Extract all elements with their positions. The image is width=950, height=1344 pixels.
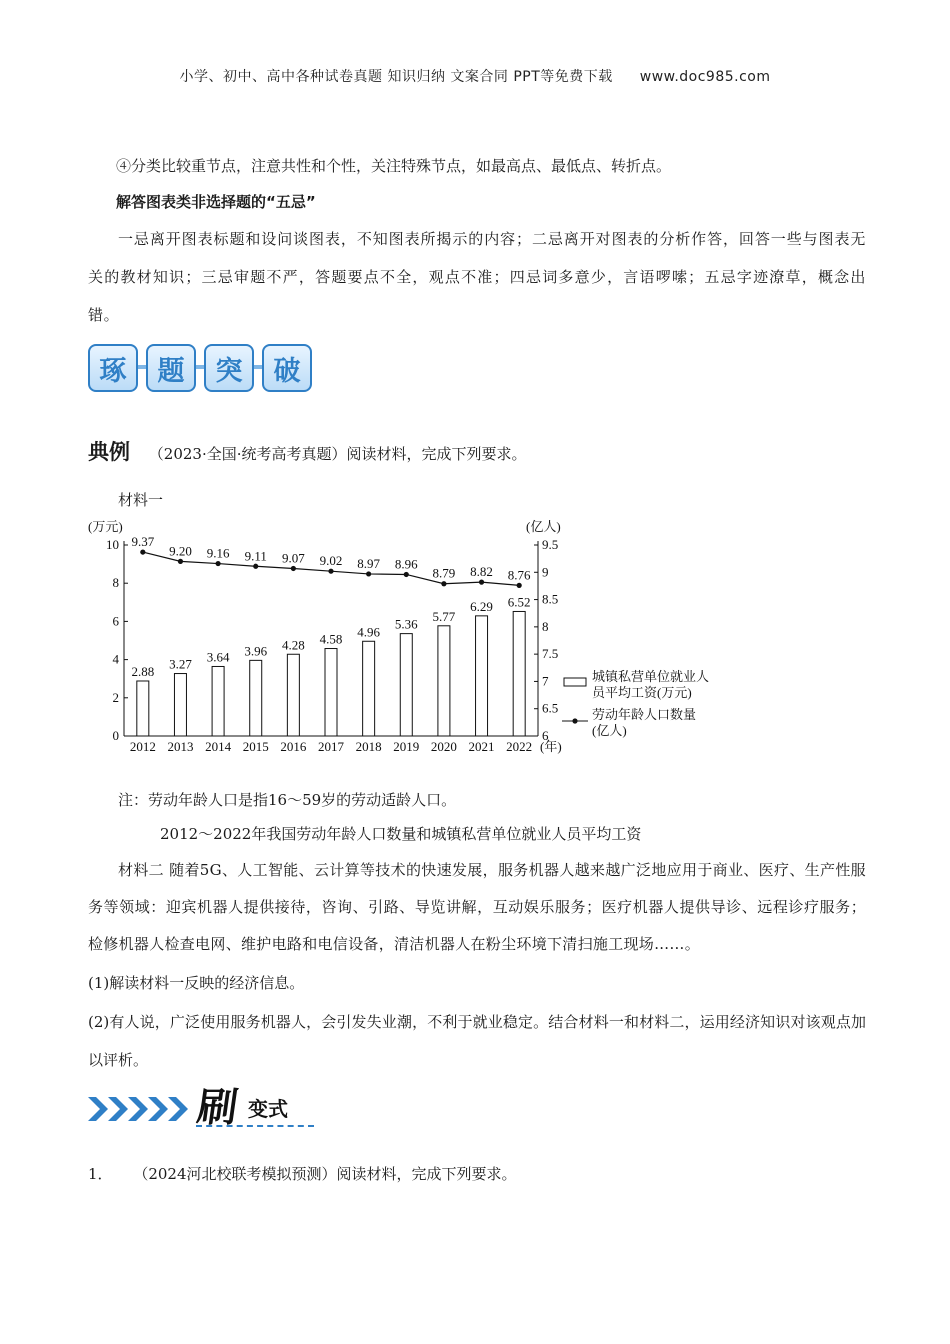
bar — [363, 641, 375, 736]
x-tick-label: 2015 — [242, 739, 269, 754]
bar-label: 2.88 — [131, 663, 155, 679]
legend-line-text-1: 劳动年龄人口数量 — [592, 707, 697, 722]
left-tick-label: 8 — [112, 575, 119, 591]
line-point — [140, 549, 145, 554]
bar-label: 4.28 — [281, 637, 305, 653]
item-1 — [88, 1163, 517, 1184]
line-label: 9.16 — [206, 545, 230, 561]
line-label: 8.76 — [507, 567, 531, 583]
bar — [400, 634, 412, 736]
bar-label: 6.52 — [507, 594, 531, 610]
bar-label: 3.64 — [206, 649, 230, 665]
left-tick-label: 2 — [112, 689, 119, 705]
bar — [174, 674, 186, 736]
question-1: (1)解读材料一反映的经济信息。 — [88, 974, 305, 992]
bar-label: 4.96 — [357, 624, 381, 640]
chevrons-icon — [88, 1094, 192, 1124]
bar-label: 4.58 — [319, 631, 343, 647]
x-tick-label: 2017 — [318, 739, 344, 754]
material1-label: 材料一 — [118, 491, 164, 509]
line-label: 8.79 — [432, 565, 456, 581]
x-tick-label: 2013 — [167, 739, 194, 754]
bar-label: 3.96 — [244, 643, 268, 659]
combo-chart — [88, 515, 738, 765]
x-tick-label: 2019 — [393, 739, 420, 754]
bar — [212, 666, 224, 736]
banner-char-3: 突 — [204, 344, 254, 392]
left-axis-unit: (万元) — [88, 519, 123, 534]
line-label: 9.11 — [244, 548, 267, 564]
item-1-number: 1． — [88, 1165, 113, 1183]
right-tick-label: 9.5 — [542, 537, 559, 552]
right-tick-label: 6 — [542, 728, 549, 743]
variant-banner — [88, 1080, 318, 1132]
x-tick-label: 2020 — [430, 739, 457, 754]
chart-caption: 2012～2022年我国劳动年龄人口数量和城镇私营单位就业人员平均工资 — [160, 825, 642, 843]
x-tick-label: 2022 — [506, 739, 533, 754]
line-label: 9.37 — [131, 534, 155, 550]
bar-label: 5.36 — [394, 616, 418, 632]
right-tick-label: 8 — [542, 618, 549, 634]
banner-char-4: 破 — [262, 344, 312, 392]
bar-label: 6.29 — [470, 598, 493, 614]
right-tick-label: 8.5 — [542, 591, 559, 607]
banner-char-2: 题 — [146, 344, 196, 392]
bar — [287, 654, 299, 736]
bar — [476, 616, 488, 736]
question-2: (2)有人说，广泛使用服务机器人，会引发失业潮，不利于就业稳定。结合材料一和材料二，运用经济知识对该观点加以评析。 — [88, 1013, 866, 1069]
right-tick-label: 7 — [542, 673, 549, 689]
line-point — [291, 566, 296, 571]
right-tick-label: 9 — [542, 564, 549, 580]
x-axis-unit: (年) — [540, 739, 562, 754]
example-title: 典例 — [88, 440, 130, 464]
line-label: 9.02 — [319, 553, 343, 569]
line-label: 8.82 — [470, 564, 493, 580]
line-label: 9.20 — [169, 543, 192, 559]
item-1-text: （2024河北校联考模拟预测）阅读材料，完成下列要求。 — [133, 1165, 517, 1183]
line-point — [366, 571, 371, 576]
line-point — [253, 564, 258, 569]
example-source: （2023·全国·统考高考真题）阅读材料，完成下列要求。 — [148, 445, 527, 463]
section-banner — [88, 340, 314, 396]
x-tick-label: 2012 — [129, 739, 156, 754]
x-tick-label: 2018 — [355, 739, 382, 754]
bar — [438, 626, 450, 736]
legend-bar-text-2: 员平均工资(万元) — [592, 685, 692, 700]
line-point — [328, 569, 333, 574]
left-tick-label: 0 — [112, 728, 119, 743]
bar — [513, 611, 525, 736]
legend-bar-swatch — [564, 678, 586, 686]
line-point — [517, 583, 522, 588]
right-tick-label: 6.5 — [542, 700, 559, 716]
tip-point4: ④分类比较重节点，注意共性和个性，关注特殊节点，如最高点、最低点、转折点。 — [116, 157, 672, 175]
right-tick-label: 7.5 — [542, 646, 559, 662]
x-tick-label: 2014 — [205, 739, 232, 754]
x-tick-label: 2016 — [280, 739, 307, 754]
line-point — [215, 561, 220, 566]
left-tick-label: 4 — [112, 651, 119, 667]
line-label: 8.97 — [357, 555, 381, 571]
line-point — [404, 572, 409, 577]
five-taboos-body: 一忌离开图表标题和设问谈图表，不知图表所揭示的内容；二忌离开对图表的分析作答，回答一些与图表无关的教材知识；三忌审题不严，答题要点不全，观点不准；四忌词多意少，言语啰嗦；五忌字迹潦草，概念出错。 — [88, 230, 866, 324]
five-taboos-title: 解答图表类非选择题的“五忌” — [116, 193, 316, 211]
left-tick-label: 6 — [112, 613, 119, 629]
line-point — [178, 559, 183, 564]
example-heading — [88, 436, 527, 466]
bar — [250, 660, 262, 736]
variant-small-text: 变式 — [248, 1097, 288, 1121]
legend-line-dot — [572, 718, 577, 723]
banner-char-1: 琢 — [88, 344, 138, 392]
variant-dash-line — [196, 1125, 314, 1127]
bar — [325, 649, 337, 736]
line-label: 8.96 — [394, 556, 418, 572]
x-tick-label: 2021 — [468, 739, 495, 754]
line-label: 9.07 — [281, 550, 305, 566]
line-point — [479, 580, 484, 585]
right-axis-unit: (亿人) — [526, 519, 561, 534]
header-url[interactable]: www.doc985.com — [639, 69, 771, 85]
legend-line-text-2: (亿人) — [592, 723, 627, 738]
legend-bar-text-1: 城镇私营单位就业人 — [592, 669, 710, 684]
bar-label: 5.77 — [432, 608, 456, 624]
page-header — [0, 66, 950, 86]
variant-big-char: 刷 — [194, 1085, 241, 1131]
header-text: 小学、初中、高中各种试卷真题 知识归纳 文案合同 PPT等免费下载 — [179, 69, 613, 85]
bar — [137, 681, 149, 736]
bar-label: 3.27 — [169, 656, 192, 672]
chart-note: 注：劳动年龄人口是指16～59岁的劳动适龄人口。 — [118, 791, 457, 809]
line-point — [441, 581, 446, 586]
material2-text: 材料二 随着5G、人工智能、云计算等技术的快速发展，服务机器人越来越广泛地应用于商业、医疗、生产性服务等领域：迎宾机器人提供接待，咨询、引路、导览讲解，互动娱乐服务；医疗机器人提供导诊、远程诊疗服务；检修机器人检查电网、维护电路和电信设备，清洁机器人在粉尘环境下清扫施工现场……。 — [88, 861, 866, 953]
left-tick-label: 10 — [106, 537, 119, 552]
